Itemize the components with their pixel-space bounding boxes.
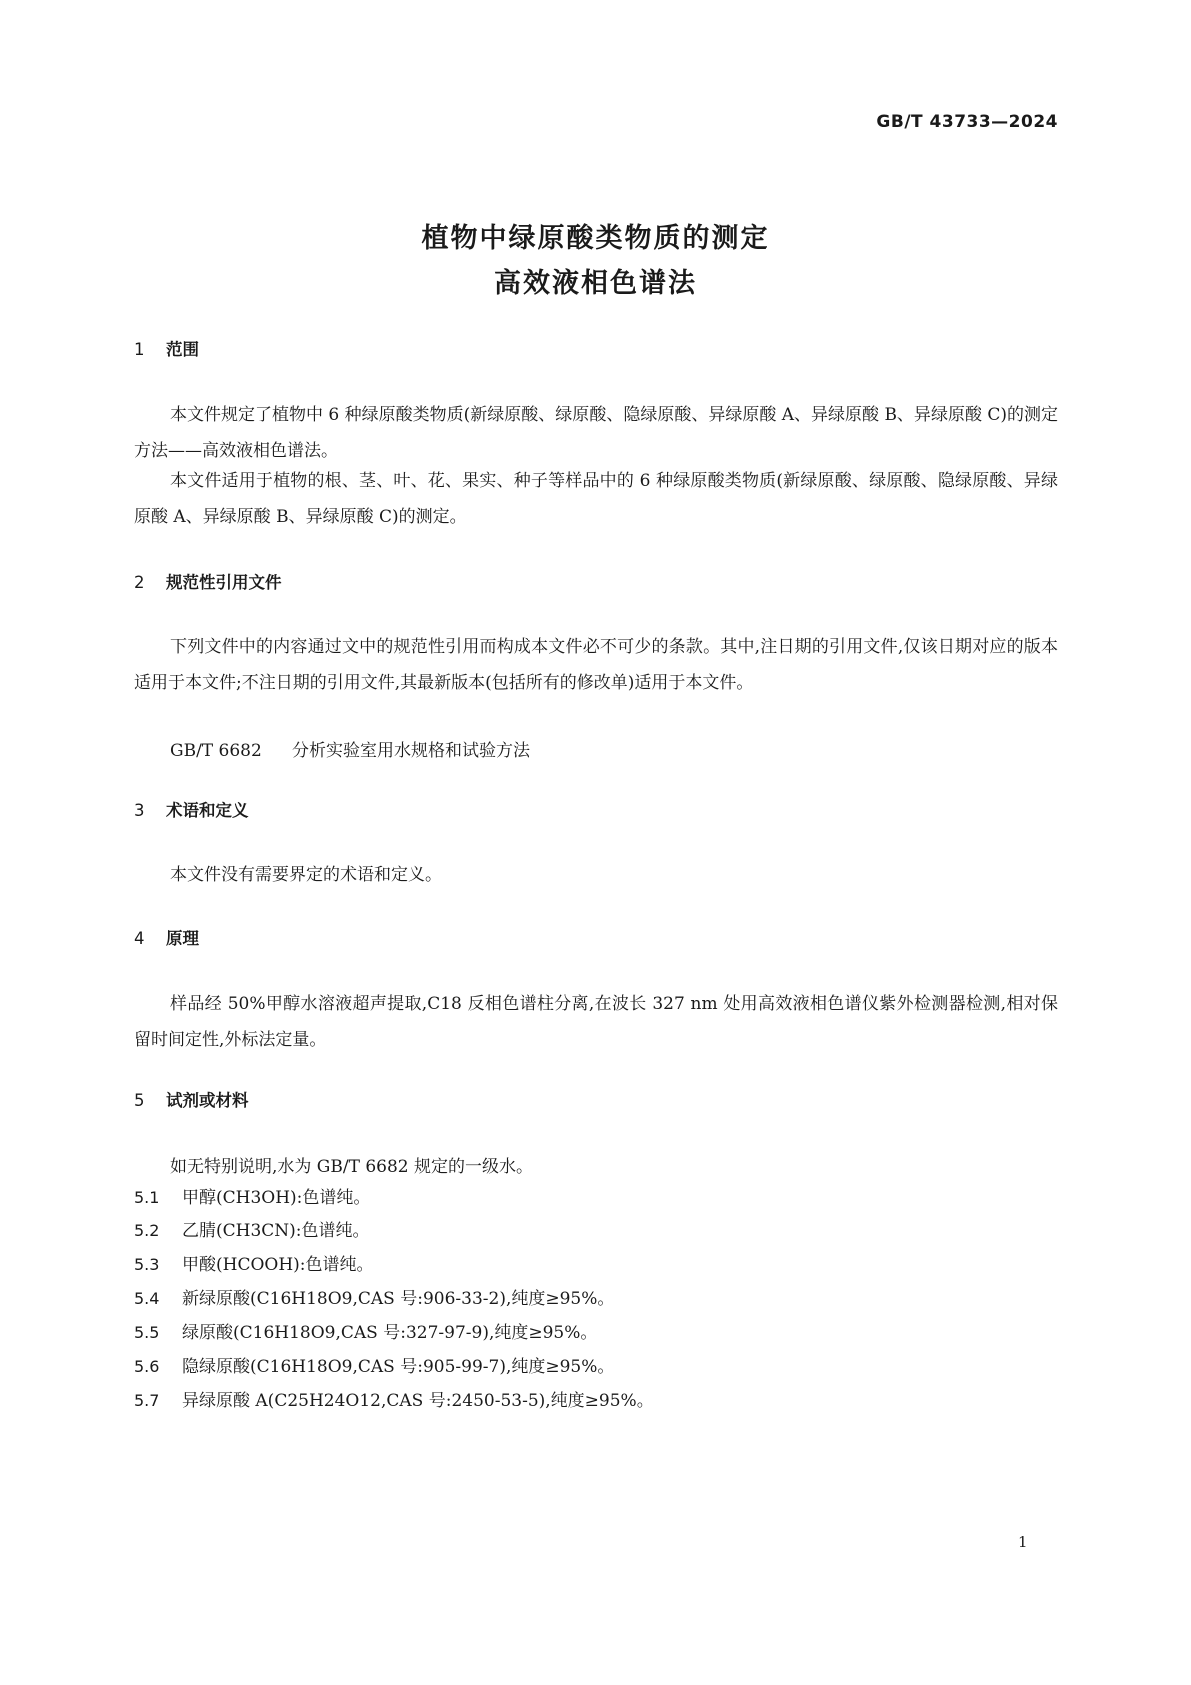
item-text: 甲醇(CH3OH):色谱纯。 bbox=[182, 1188, 371, 1208]
section-4-heading bbox=[134, 925, 199, 949]
document-title-line1: 植物中绿原酸类物质的测定 bbox=[421, 223, 770, 254]
section-title: 规范性引用文件 bbox=[166, 573, 282, 592]
reference-entry bbox=[170, 736, 530, 761]
item-number: 5.7 bbox=[134, 1391, 160, 1410]
document-title-line2: 高效液相色谱法 bbox=[494, 268, 697, 299]
section-number: 1 bbox=[134, 340, 145, 359]
item-number: 5.3 bbox=[134, 1255, 160, 1274]
scope-paragraph-1: 本文件规定了植物中 6 种绿原酸类物质(新绿原酸、绿原酸、隐绿原酸、异绿原酸 A、异绿原酸 B、异绿原酸 C)的测定方法——高效液相色谱法。 bbox=[134, 405, 1058, 461]
item-text: 异绿原酸 A(C25H24O12,CAS 号:2450-53-5),纯度≥95%。 bbox=[182, 1391, 654, 1411]
terms-paragraph: 本文件没有需要界定的术语和定义。 bbox=[170, 865, 442, 885]
section-title: 原理 bbox=[166, 929, 199, 948]
section-title: 术语和定义 bbox=[166, 801, 249, 820]
page-number: 1 bbox=[1018, 1533, 1028, 1551]
section-title: 范围 bbox=[166, 340, 199, 359]
item-text: 隐绿原酸(C16H18O9,CAS 号:905-99-7),纯度≥95%。 bbox=[182, 1357, 615, 1377]
section-2-heading bbox=[134, 569, 282, 593]
section-number: 3 bbox=[134, 801, 145, 820]
reagent-item bbox=[134, 1183, 370, 1208]
reagent-item bbox=[134, 1284, 614, 1309]
reagent-item bbox=[134, 1352, 614, 1377]
item-number: 5.1 bbox=[134, 1188, 160, 1207]
section-number: 2 bbox=[134, 573, 145, 592]
section-number: 5 bbox=[134, 1091, 145, 1110]
item-number: 5.2 bbox=[134, 1221, 160, 1240]
scope-paragraph-2: 本文件适用于植物的根、茎、叶、花、果实、种子等样品中的 6 种绿原酸类物质(新绿原酸、绿原酸、隐绿原酸、异绿原酸 A、异绿原酸 B、异绿原酸 C)的测定。 bbox=[134, 471, 1058, 527]
section-title: 试剂或材料 bbox=[166, 1091, 249, 1110]
item-number: 5.6 bbox=[134, 1357, 160, 1376]
section-5-heading bbox=[134, 1087, 249, 1111]
reagent-item bbox=[134, 1250, 374, 1275]
item-text: 新绿原酸(C16H18O9,CAS 号:906-33-2),纯度≥95%。 bbox=[182, 1289, 615, 1309]
reagent-item bbox=[134, 1216, 370, 1241]
section-number: 4 bbox=[134, 929, 145, 948]
reagent-item bbox=[134, 1318, 597, 1343]
principle-paragraph: 样品经 50%甲醇水溶液超声提取,C18 反相色谱柱分离,在波长 327 nm 处用高效液相色谱仪紫外检测器检测,相对保留时间定性,外标法定量。 bbox=[134, 994, 1058, 1050]
reagent-item bbox=[134, 1386, 654, 1411]
reagents-intro-paragraph: 如无特别说明,水为 GB/T 6682 规定的一级水。 bbox=[170, 1157, 534, 1177]
section-3-heading bbox=[134, 797, 249, 821]
reference-title: 分析实验室用水规格和试验方法 bbox=[292, 741, 530, 761]
item-number: 5.4 bbox=[134, 1289, 160, 1308]
standard-number: GB/T 43733—2024 bbox=[876, 112, 1058, 132]
item-text: 绿原酸(C16H18O9,CAS 号:327-97-9),纯度≥95%。 bbox=[182, 1323, 598, 1343]
item-text: 乙腈(CH3CN):色谱纯。 bbox=[182, 1221, 370, 1241]
item-number: 5.5 bbox=[134, 1323, 160, 1342]
section-1-heading bbox=[134, 336, 199, 360]
item-text: 甲酸(HCOOH):色谱纯。 bbox=[182, 1255, 374, 1275]
reference-code: GB/T 6682 bbox=[170, 741, 262, 761]
normative-references-paragraph: 下列文件中的内容通过文中的规范性引用而构成本文件必不可少的条款。其中,注日期的引用文件,仅该日期对应的版本适用于本文件;不注日期的引用文件,其最新版本(包括所有的修改单)适用于本文件。 bbox=[134, 637, 1058, 693]
